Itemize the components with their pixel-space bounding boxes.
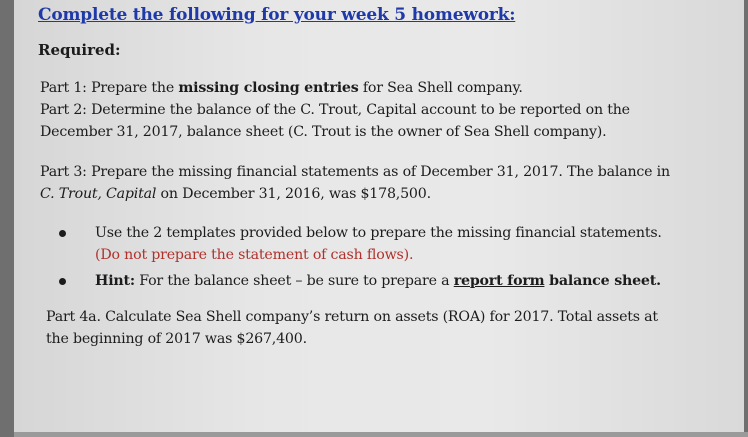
hint-label: Hint: bbox=[95, 273, 135, 289]
bullet-item-hint bbox=[58, 270, 718, 292]
bullet-list bbox=[58, 222, 718, 292]
part4a-paragraph bbox=[46, 306, 706, 350]
hint-text: For the balance sheet – be sure to prepare a bbox=[134, 273, 454, 289]
part1-label: Part 1: Prepare the bbox=[40, 80, 179, 96]
bullet-icon bbox=[59, 230, 66, 237]
part4a-line-2: the beginning of 2017 was $267,400. bbox=[46, 331, 307, 347]
hint-report-form: report form bbox=[453, 273, 545, 289]
hint-end: balance sheet. bbox=[544, 273, 661, 289]
bottom-edge bbox=[14, 432, 748, 437]
part2-line-2: December 31, 2017, balance sheet (C. Trout is the owner of Sea Shell company). bbox=[40, 124, 607, 140]
bullet-1-line-2: (Do not prepare the statement of cash flows). bbox=[95, 247, 414, 263]
part3-paragraph bbox=[40, 161, 730, 205]
part2-line-1: Part 2: Determine the balance of the C. Trout, Capital account to be reported on the bbox=[40, 102, 630, 118]
part3-line-2 bbox=[40, 183, 730, 205]
bullet-icon bbox=[59, 278, 66, 285]
part3-account-name: C. Trout, Capital bbox=[40, 186, 157, 202]
part3-line-1: Part 3: Prepare the missing financial statements as of December 31, 2017. The balance in bbox=[40, 164, 670, 180]
part1-emphasis: missing closing entries bbox=[178, 80, 359, 96]
part1-line bbox=[40, 77, 730, 99]
part3-line-2-rest: on December 31, 2016, was $178,500. bbox=[156, 186, 431, 202]
page-title: Complete the following for your week 5 homework: bbox=[38, 5, 516, 25]
required-heading: Required: bbox=[38, 41, 121, 59]
part1-rest: for Sea Shell company. bbox=[358, 80, 523, 96]
part4a-line-1: Part 4a. Calculate Sea Shell company’s return on assets (ROA) for 2017. Total assets at bbox=[46, 309, 658, 325]
parts-1-2-paragraph bbox=[40, 77, 730, 143]
document-page bbox=[14, 0, 744, 432]
bullet-2-line bbox=[95, 270, 718, 292]
bullet-1-line-1: Use the 2 templates provided below to prepare the missing financial statements. bbox=[95, 225, 662, 241]
bullet-item-templates bbox=[58, 222, 718, 266]
